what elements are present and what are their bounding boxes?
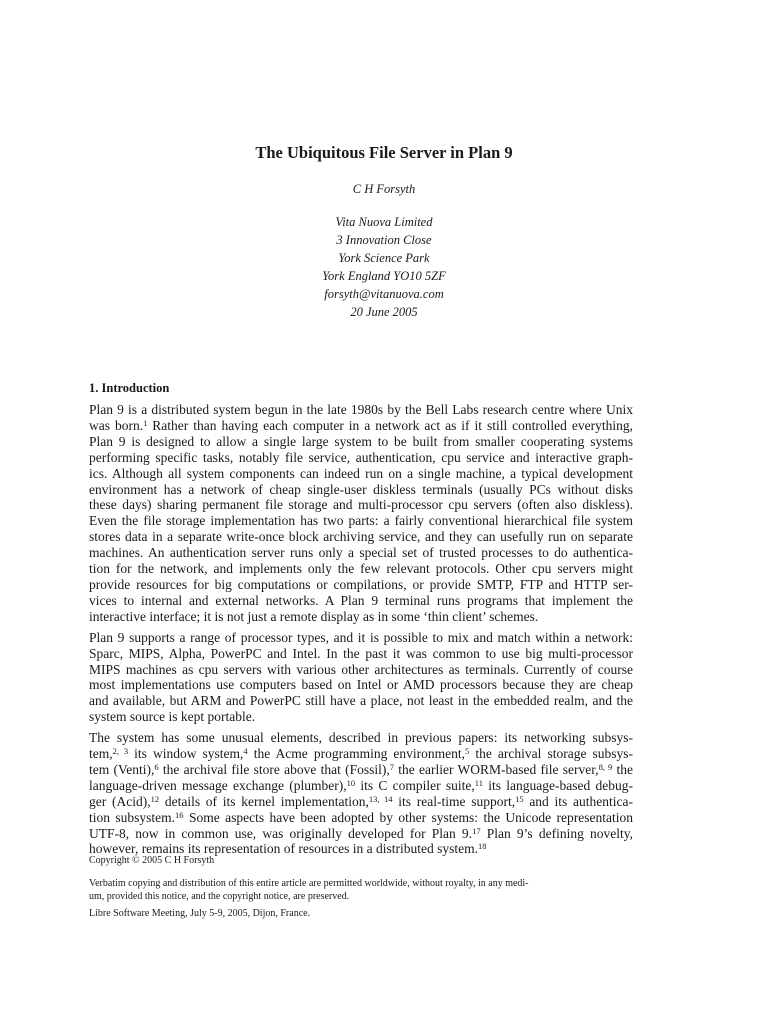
text-line: tion subsystem.$^{16}$ Some aspects have been adopted by other systems: the Unicode representation <box>89 809 633 825</box>
affiliation-org: Vita Nuova Limited <box>335 215 433 229</box>
paper-body <box>89 381 633 862</box>
text-line: provide resources for big computations or compilations, or provide SMTP, FTP and HTTP ser- <box>89 576 633 592</box>
citation: 11 <box>474 777 483 788</box>
text-line: tem (Venti),$^6$ the archival file store above that (Fossil),$^7$ the earlier WORM-based file server,$^{8, 9}$ the <box>89 761 634 777</box>
text-line: UTF-8, now in common use, was originally developed for Plan 9.17 Plan 9’s defining novelty, <box>89 825 633 841</box>
paragraph-3 <box>89 730 633 857</box>
text-line: Even the file storage implementation has two parts: a fairly conventional hierarchical file system <box>89 513 633 529</box>
text-line: stores data in a separate write-once block archiving service, and they can usefully run on separate <box>89 529 633 545</box>
text-line: performing specific tasks, notably file service, authentication, cpu service and interactive graph- <box>89 449 633 465</box>
text-line: MIPS machines as cpu servers with various other architectures as terminals. Currently of course <box>89 661 633 677</box>
text-line: was born.$^1$ Rather than having each computer in a network act as if it still controlled everything, <box>89 417 633 433</box>
paragraph-1 <box>89 402 633 625</box>
affiliation-city: York England YO10 5ZF <box>322 269 446 283</box>
text-line: tion for the network, and implements only the few relevant protocols. Other cpu servers might <box>89 561 633 577</box>
text-line: most implementations use computers based on Intel or AMD processors because they are cheap <box>89 677 633 693</box>
citation: 4 <box>243 746 248 757</box>
venue-notice: Libre Software Meeting, July 5-9, 2005, Dijon, France. <box>89 908 311 919</box>
citation: 2, 3 <box>112 746 129 757</box>
citation: 6 <box>154 761 159 772</box>
citation: 8, 9 <box>598 761 613 772</box>
text-line: however, remains its representation of resources in a distributed system.$^{18}$ <box>89 841 487 857</box>
citation: 12 <box>150 793 160 804</box>
text-line: Sparc, MIPS, Alpha, PowerPC and Intel. In the past it was common to use big multi-processor <box>89 645 633 661</box>
copyright-notice: Copyright © 2005 C H Forsyth <box>89 855 215 866</box>
text-line: The system has some unusual elements, described in previous papers: its networking subsys- <box>89 730 633 746</box>
text-line: Plan 9 is a distributed system begun in the late 1980s by the Bell Labs research centre where Unix <box>89 402 633 417</box>
text-line: and available, but ARM and PowerPC still have a place, not least in the embedded realm, and the <box>89 693 633 709</box>
text-line: Plan 9 is designed to allow a single large system to be built from smaller cooperating systems <box>89 433 633 449</box>
text-line: Plan 9 supports a range of processor types, and it is possible to mix and match within a network: <box>89 629 633 645</box>
citation: 13, 14 <box>368 793 393 804</box>
license-notice: Verbatim copying and distribution of this entire article are permitted worldwide, without royalty, in any medi- um, provided this notice, and the copyright notice, are preserved. <box>89 878 529 902</box>
text-line: these days) sharing permanent file storage and multi-processor cpu servers (often also diskless). <box>89 497 633 513</box>
text-line: system source is kept portable. <box>89 709 256 725</box>
citation: 17 <box>472 825 481 836</box>
citation: 16 <box>175 809 184 820</box>
text-line: machines. An authentication server runs only a special set of trusted processes to do authentica- <box>89 545 633 561</box>
author-email: forsyth@vitanuova.com <box>324 287 444 301</box>
paper-date: 20 June 2005 <box>350 305 418 319</box>
text-line: vices to internal and external networks. A Plan 9 terminal runs programs that implement the <box>89 592 633 608</box>
text-line: ger (Acid),$^{12}$ details of its kernel implementation,$^{13, 14}$ its real-time support,$^{15}$ and its authentica- <box>89 793 634 809</box>
citation: 10 <box>346 777 356 788</box>
text-line: environment has a network of cheap single-user diskless terminals (usually PCs without disks <box>89 481 633 497</box>
text-line: interactive interface; it is not just a remote display as in some ‘thin client’ schemes. <box>89 608 539 624</box>
citation: 7 <box>389 761 395 772</box>
text-line: tem,$^{2, 3}$ its window system,$^4$ the Acme programming environment,$^5$ the archival storage subsys- <box>89 746 634 762</box>
paper-title: The Ubiquitous File Server in Plan 9 <box>255 143 513 162</box>
section-heading: 1. Introduction <box>89 381 170 395</box>
citation: 18 <box>477 841 487 852</box>
author-name: C H Forsyth <box>352 182 416 196</box>
text-line: language-driven message exchange (plumber),$^{10}$ its C compiler suite,$^{11}$ its language-based debug- <box>89 777 633 793</box>
affiliation-park: York Science Park <box>338 251 430 265</box>
citation: 15 <box>515 793 524 804</box>
citation: 1 <box>143 417 148 428</box>
author-block <box>0 180 768 321</box>
affiliation-street: 3 Innovation Close <box>336 233 432 247</box>
citation: 5 <box>465 746 470 757</box>
paragraph-2 <box>89 630 633 725</box>
text-line: ics. Although all system components can indeed run on a single machine, a typical development <box>89 465 633 481</box>
